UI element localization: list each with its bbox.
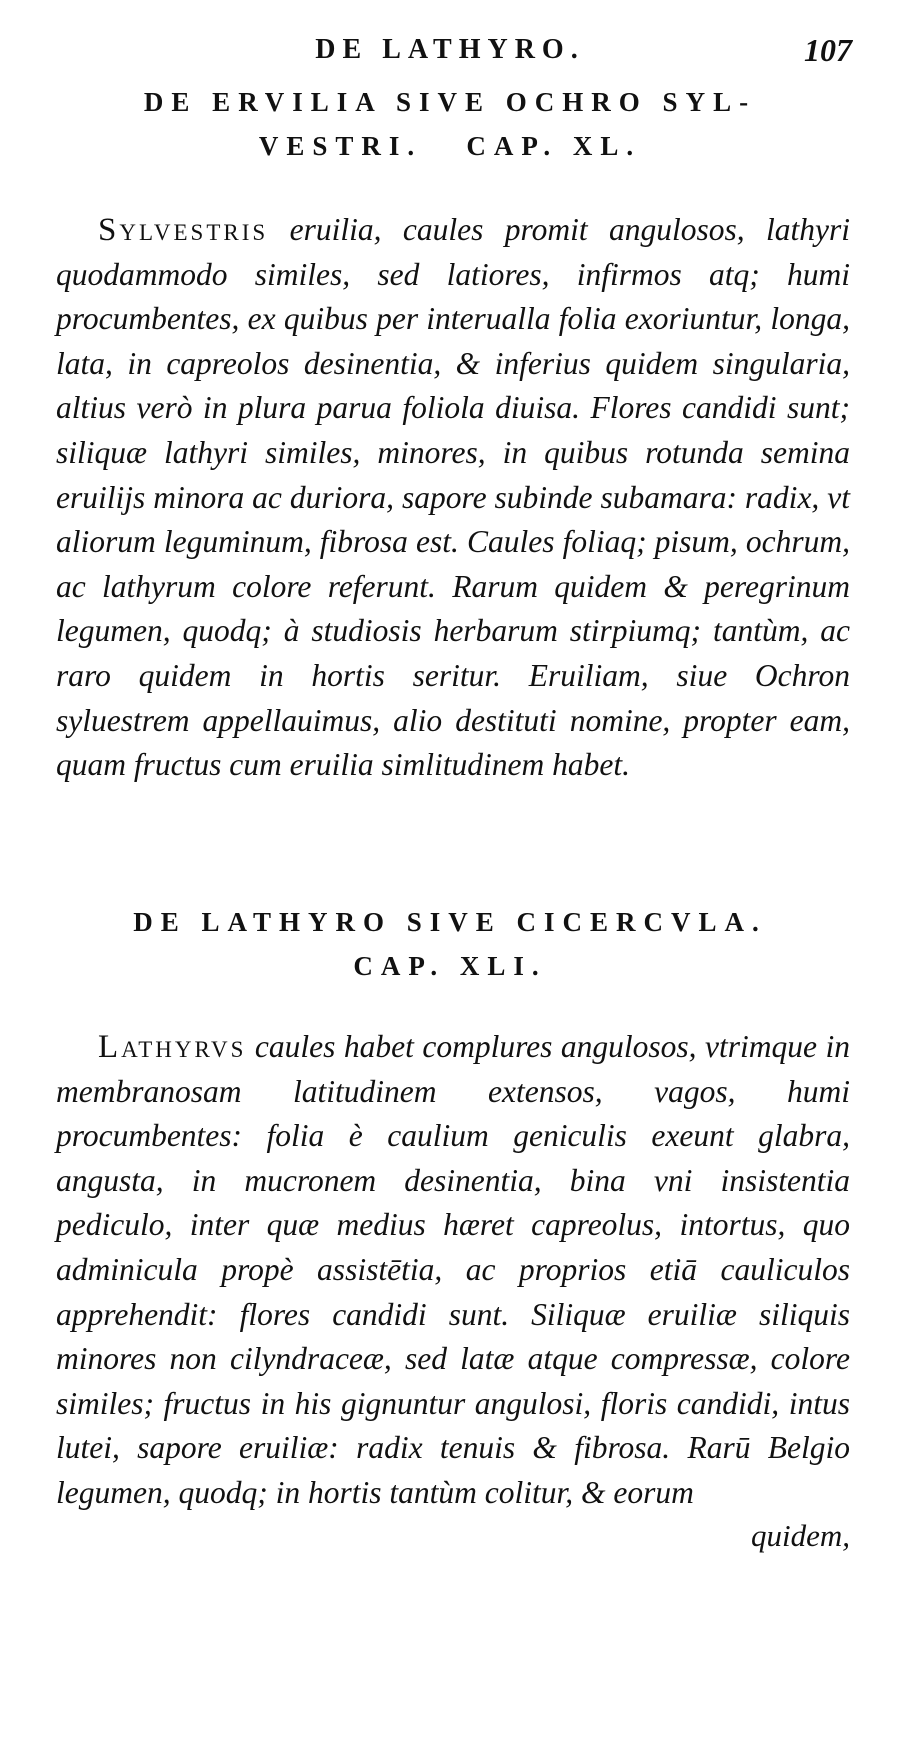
chapter-title-xli xyxy=(0,900,900,988)
chapter-body-xl xyxy=(56,208,850,788)
page-number: 107 xyxy=(804,32,852,68)
chapter-body-xli xyxy=(56,1025,850,1516)
lead-word: Sylvestris xyxy=(98,212,269,248)
running-head xyxy=(0,28,900,76)
body-text: eruilia, caules promit angulosos, lathyri quodammodo similes, sed latiores, infirmos atq; humi procumbentes, ex quibus per interualla folia exoriuntur, longa, lata, in capreolos desinentia, & inferius quidem singularia, altius verò in plura parua foliola diuisa. Flores candidi sunt; siliquæ lathyri similes, minores, in quibus rotunda semina eruilijs minora ac duriora, sapore subinde subamara: radix, vt aliorum leguminum, fibrosa est. Caules foliaq; pisum, ochrum, ac lathyrum colore referunt. Rarum quidem & peregrinum legumen, quodq; à studiosis herbarum stirpiumq; tantùm, ac raro quidem in hortis seritur. Eruiliam, siue Ochron syluestrem appellauimus, alio destituti nomine, propter eam, quam fructus cum eruilia simlitudinem habet. xyxy=(56,212,851,783)
chapter-title-line: VESTRI. CAP. XL. xyxy=(258,131,642,161)
chapter-title-line: CAP. XLI. xyxy=(353,951,547,981)
chapter-title-line: DE LATHYRO SIVE CICERCVLA. xyxy=(133,907,767,937)
body-text: caules habet complures angulosos, vtrimque in membranosam latitudinem extensos, vagos, humi procumbentes: folia è caulium geniculis exeunt glabra, angusta, in mucronem desinentia, bina vni insistentia pediculo, inter quæ medius hæret capreolus, intortus, quo adminicula propè assistētia, ac proprios etiā cauliculos apprehendit: flores candidi sunt. Siliquæ eruiliæ siliquis minores non cilyndraceæ, sed latæ atque compressæ, colore similes; fructus in his gignuntur angulosi, floris candidi, intus lutei, sapore eruiliæ: radix tenuis & fibrosa. Rarū Belgio legumen, quodq; in hortis tantùm colitur, & eorum xyxy=(56,1029,850,1510)
chapter-title-xl xyxy=(0,80,900,168)
chapter-title-line: DE ERVILIA SIVE OCHRO SYL- xyxy=(143,87,757,117)
lead-word: Lathyrvs xyxy=(98,1029,247,1065)
catchword: quidem, xyxy=(750,1518,850,1553)
running-title: DE LATHYRO. xyxy=(315,34,585,65)
